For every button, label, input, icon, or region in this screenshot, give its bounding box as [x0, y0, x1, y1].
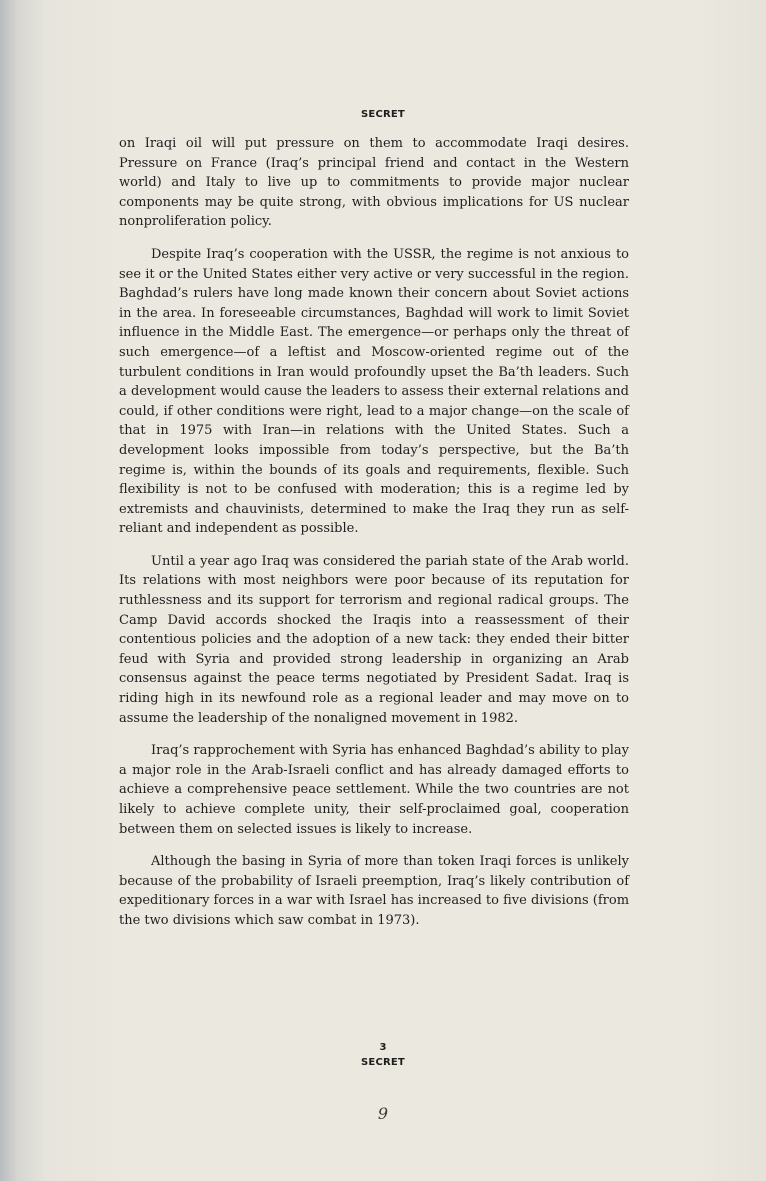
- paragraph-expeditionary-forces: Although the basing in Syria of more than token Iraqi forces is unlikely because of the probability of Israeli preemption, Iraq’s likely contribution of expeditionary forces in a war with Israel has increased to five divisions (from the two divisions which saw combat in 1973).: [119, 854, 630, 928]
- paragraph-ussr-relations: Despite Iraq’s cooperation with the USSR, the regime is not anxious to see it or the United States either very active or very successful in the region. Baghdad’s rulers have long made known their concern about Soviet actions in the area. In foreseeable circumstances, Baghdad will work to limit Soviet influence in the Middle East. The emergence—or perhaps only the threat of such emergence—of a leftist and Moscow-oriented regime out of the turbulent conditions in Iran would profoundly upset the Ba’th leaders. Such a development would cause the leaders to assess their external relations and could, if other conditions were right, lead to a major change—on the scale of that in 1975 with Iran—in relations with the United States. Such a development looks impossible from today’s perspective, but the Ba’th regime is, within the bounds of its goals and requirements, flexible. Such flexibility is not to be confused with moderation; this is a regime led by extremists and chauvinists, determined to make the Iraq they run as self-reliant and independent as possible.: [119, 246, 629, 537]
- paragraph-continued: on Iraqi oil will put pressure on them to accommodate Iraqi desires. Pressure on France (Iraq’s principal friend and contact in the Western world) and Italy to live up to commitments to provide major nuclear components may be quite strong, with obvious implications for US nuclear nonproliferation policy.: [119, 136, 629, 230]
- paragraph-pariah-state: Until a year ago Iraq was considered the pariah state of the Arab world. Its relations with most neighbors were poor because of its reputation for ruthlessness and its support for terrorism and regional radical groups. The Camp David accords shocked the Iraqis into a reassessment of their contentious policies and the adoption of a new tack: they ended their bitter feud with Syria and provided strong leadership in organizing an Arab consensus against the peace terms negotiated by President Sadat. Iraq is riding high in its newfound role as a regional leader and may move on to assume the leadership of the nonaligned movement in 1982.: [119, 553, 629, 726]
- footer-classification-marking: SECRET: [361, 1057, 405, 1068]
- handwritten-page-number: 9: [377, 1104, 389, 1123]
- page-number: 3: [379, 1042, 387, 1053]
- paragraph-syria-rapprochement: Iraq’s rapprochement with Syria has enhanced Baghdad’s ability to play a major role in the Arab-Israeli conflict and has already damaged efforts to achieve a comprehensive peace settlement. While the two countries are not likely to achieve complete unity, their self-proclaimed goal, cooperation between them on selected issues is likely to increase.: [119, 743, 629, 837]
- header-classification-marking: SECRET: [361, 109, 405, 120]
- document-body: [119, 134, 629, 944]
